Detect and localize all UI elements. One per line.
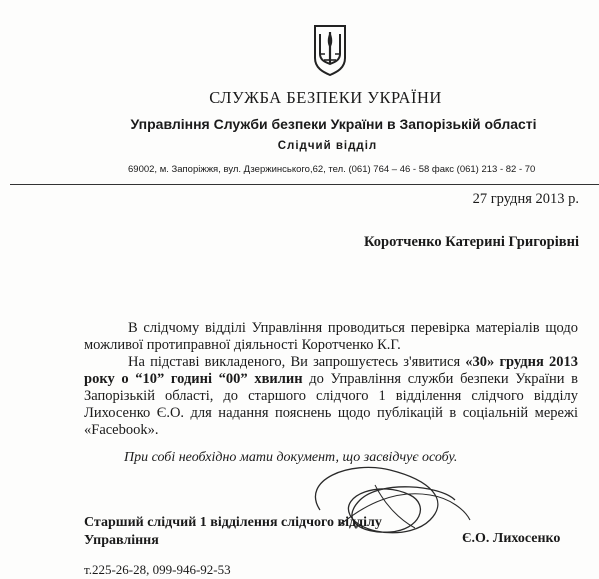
addressee: Коротченко Катерині Григорівні: [364, 234, 579, 250]
header-divider: [10, 184, 599, 185]
letter-date: 27 грудня 2013 р.: [472, 191, 579, 207]
trident-emblem-icon: [313, 24, 347, 76]
signatory-title-line-1: Старший слідчий 1 відділення слідчого відділу: [84, 515, 382, 530]
signatory-title-line-2: Управління: [84, 533, 159, 548]
address-line: 69002, м. Запоріжжя, вул. Дзержинського,62, тел. (061) 764 – 46 - 58 факс (061) 213 - 82 - 70: [128, 164, 536, 175]
department-name: Управління Служби безпеки України в Запорізькій області: [130, 116, 537, 132]
appointment-datetime: «30» грудня 2013 року о “10” годині “00” хвилин: [84, 354, 578, 387]
body-paragraph-2: [84, 354, 578, 439]
letter-body: [84, 320, 578, 439]
contact-phones: т.225-26-28, 099-946-92-53: [84, 562, 231, 577]
body-paragraph-2-end: до Управління служби безпеки України в Запорізькій області, до старшого слідчого 1 відділення слідчого відділу Лихосенко Є.О. для надання пояснень щодо публікацій в соціальній мережі «Facebook».: [84, 371, 578, 438]
signatory-name: Є.О. Лихосенко: [462, 531, 561, 546]
body-paragraph-2-start: На підставі викладеного, Ви запрошуєтесь з'явитися: [128, 354, 466, 370]
unit-name: Слідчий відділ: [277, 140, 378, 152]
body-paragraph-1: В слідчому відділі Управління проводиться перевірка матеріалів щодо можливої протиправної діяльності Коротченко К.Г.: [84, 320, 578, 353]
document-note: При собі необхідно мати документ, що засвідчує особу.: [124, 450, 458, 465]
signatory-title: [84, 514, 382, 550]
org-title: СЛУЖБА БЕЗПЕКИ УКРАЇНИ: [209, 88, 442, 107]
